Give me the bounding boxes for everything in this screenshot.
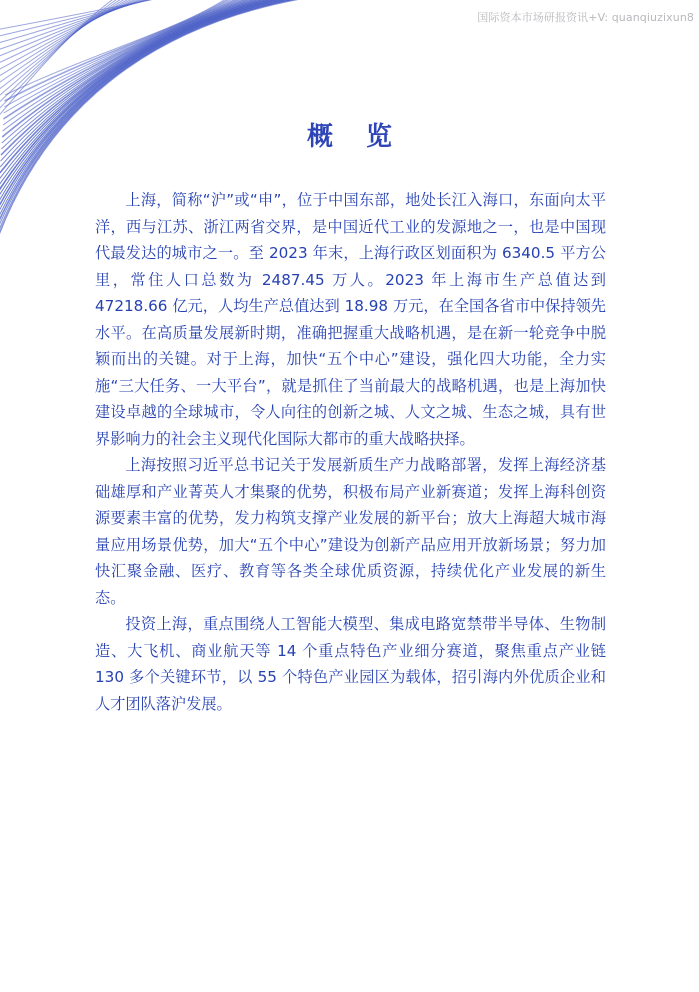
wave-line [0,0,306,209]
wave-line [0,0,294,191]
wave-line [0,0,120,120]
wave-line [0,0,162,58]
wave-line [0,0,143,85]
wave-line [3,0,246,119]
wave-line [0,0,171,44]
watermark-text: 国际资本市场研报资讯+V: quanqiuzixun8 [477,11,694,24]
wave-line [0,0,180,30]
wave-line [0,0,157,65]
wave-line [4,0,242,113]
wave-line [3,0,250,125]
page-title: 概 览 [306,122,405,152]
wave-line [3,0,254,131]
wave-line [0,0,175,37]
wave-line [0,0,302,203]
wave-line [5,0,230,95]
wave-line [0,0,298,197]
body-content [95,187,606,717]
wave-line [0,0,129,106]
paragraph-overview: 上海，简称“沪”或“申”，位于中国东部，地处长江入海口，东面向太平洋，西与江苏、浙江两省交界，是中国近代工业的发源地之一，也是中国现代最发达的城市之一。至 2023 年末，上海行政区划面积为 6340.5 平方公里，常住人口总数为 2487.45 万人。2023 年上海市生产总值达到 47218.66 亿元，人均生产总值达到 18.98 万元，在全国各省市中保持领先水平。在高质量发展新时期，准确把握重大战略机遇，是在新一轮竞争中脱颖而出的关键。对于上海，加快“五个中心”建设，强化四大功能，全力实施“三大任务、一大平台”，就是抓住了当前最大的战略机遇，也是上海加快建设卓越的全球城市，令人向往的创新之城、人文之城、生态之城，具有世界影响力的社会主义现代化国际大都市的重大战略抉择。 [95,191,606,448]
wave-line [0,0,166,51]
wave-line [5,0,234,101]
paragraph-strategy: 上海按照习近平总书记关于发展新质生产力战略部署，发挥上海经济基础雄厚和产业菁英人才集聚的优势，积极布局产业新赛道；发挥上海科创资源要素丰富的优势，发力构筑支撑产业发展的新平台；放大上海超大城市海量应用场景优势，加大“五个中心”建设为创新产品应用开放新场景；努力加快汇聚金融、医疗、教育等各类全球优质资源，持续优化产业发展的新生态。 [95,456,606,607]
wave-line [0,0,125,113]
wave-line [0,0,310,215]
wave-line [0,0,134,99]
paragraph-investment: 投资上海，重点围绕人工智能大模型、集成电路宽禁带半导体、生物制造、大飞机、商业航天等 14 个重点特色产业细分赛道，聚焦重点产业链 130 多个关键环节，以 55 个特色产业园区为载体，招引海内外优质企业和人才团队落沪发展。 [95,615,606,713]
wave-line [0,0,148,78]
wave-line [0,0,290,185]
wave-line [4,0,238,107]
wave-line [0,0,138,92]
wave-line [0,0,152,72]
